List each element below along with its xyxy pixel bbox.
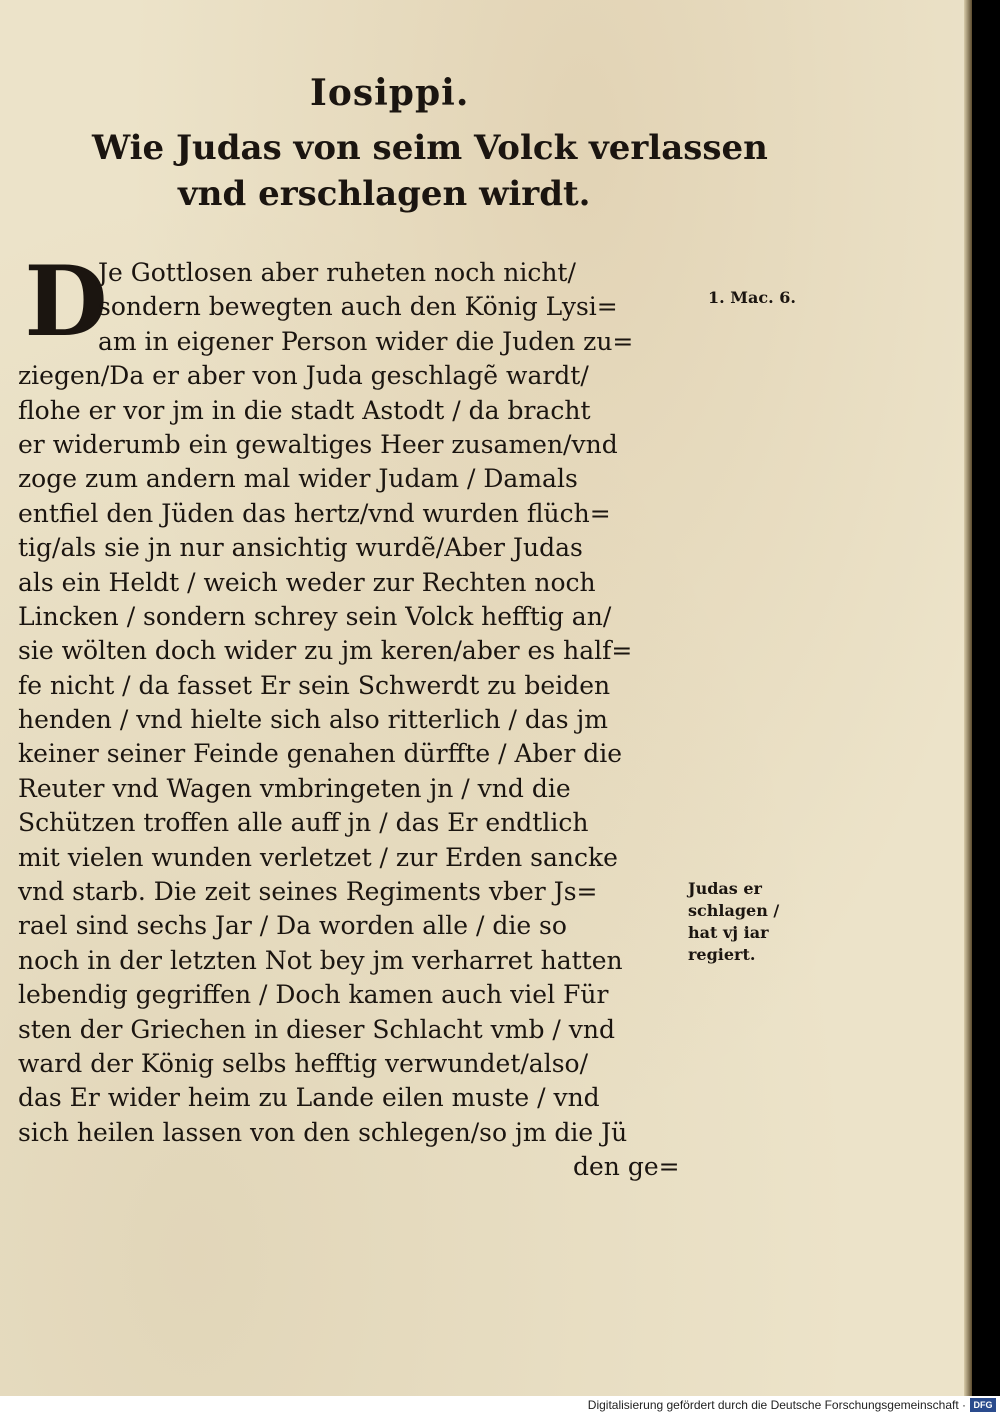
text-line: sich heilen lassen von den schlegen/so jm die Jü [18,1117,628,1147]
decorated-initial: D [24,245,108,358]
margin-note-line: regiert. [688,945,756,964]
text-line: ward der König selbs hefftig verwundet/also/ [18,1048,588,1078]
margin-note-line: hat vj iar [688,923,769,942]
text-line: Schützen troffen alle auff jn / das Er endtlich [18,808,589,838]
text-line: den ge= [573,1152,680,1182]
text-line: sie wölten doch wider zu jm keren/aber es half= [18,636,633,666]
margin-note-judas [688,878,798,966]
text-line: er widerumb ein gewaltiges Heer zusamen/vnd [18,429,618,459]
text-line: flohe er vor jm in die stadt Astodt / da bracht [18,395,591,425]
text-line: keiner seiner Feinde genahen dürffte / Aber die [18,739,623,769]
text-line: das Er wider heim zu Lande eilen muste / vnd [18,1083,600,1113]
text-line: rael sind sechs Jar / Da worden alle / die so [18,911,567,941]
text-line: noch in der letzten Not bey jm verharret hatten [18,945,623,975]
dfg-logo-icon: DFG [970,1398,996,1412]
text-line: henden / vnd hielte sich also ritterlich / das jm [18,705,609,735]
text-line: vnd starb. Die zeit seines Regiments vber Js= [18,877,598,907]
margin-note-line: schlagen / [688,901,780,920]
margin-note-reference: 1. Mac. 6. [708,288,796,307]
text-line: sondern bewegten auch den König Lysi= [98,292,618,322]
running-head: Iosippi. [310,72,470,114]
text-line: als ein Heldt / weich weder zur Rechten noch [18,567,596,597]
text-line: lebendig gegriffen / Doch kamen auch viel Für [18,980,609,1010]
chapter-heading-line-1: Wie Judas von seim Volck verlassen [92,128,768,168]
text-line: fe nicht / da fasset Er sein Schwerdt zu beiden [18,670,611,700]
chapter-heading-line-2: vnd erschlagen wirdt. [178,174,591,214]
text-line: sten der Griechen in dieser Schlacht vmb / vnd [18,1014,616,1044]
funding-credit: Digitalisierung gefördert durch die Deutsche Forschungsgemeinschaft · [587,1398,966,1412]
text-line: ziegen/Da er aber von Juda geschlagẽ wardt/ [18,361,589,391]
body-text [18,256,703,1185]
text-line: mit vielen wunden verletzet / zur Erden sancke [18,842,618,872]
text-line: tig/als sie jn nur ansichtig wurdẽ/Aber Judas [18,533,583,563]
text-line: Lincken / sondern schrey sein Volck hefftig an/ [18,601,612,631]
footer-bar [0,1396,1000,1414]
text-line: am in eigener Person wider die Juden zu= [98,326,634,356]
text-line: zoge zum andern mal wider Judam / Damals [18,464,578,494]
text-line: Reuter vnd Wagen vmbringeten jn / vnd die [18,773,571,803]
text-line: Je Gottlosen aber ruheten noch nicht/ [98,258,576,287]
page-edge [964,0,972,1396]
text-line: entfiel den Jüden das hertz/vnd wurden flüch= [18,498,611,528]
margin-note-line: Judas er [688,879,762,898]
